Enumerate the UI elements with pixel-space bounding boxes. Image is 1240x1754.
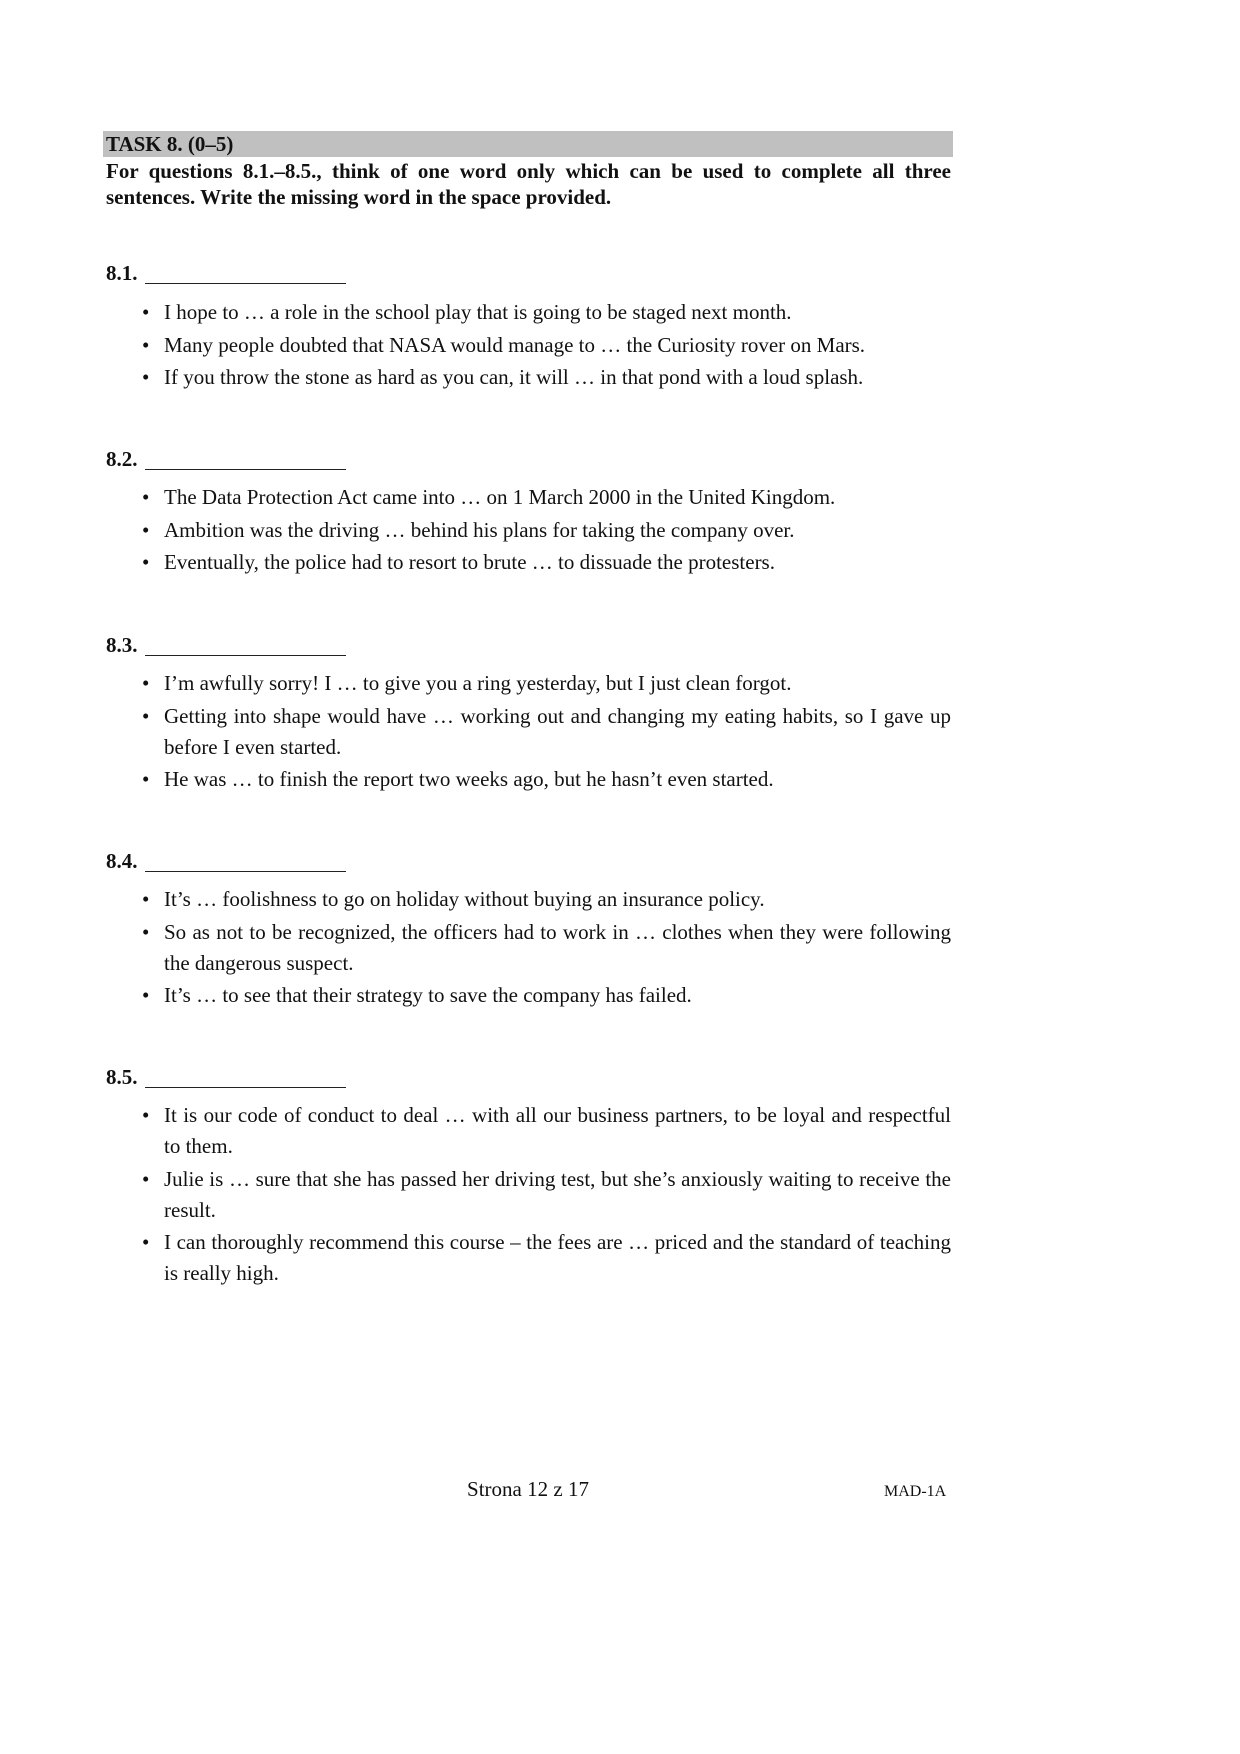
sentence-text: I hope to … a role in the school play that is going to be staged next month. — [164, 300, 792, 324]
answer-blank-8-2[interactable] — [145, 469, 346, 470]
bullet-icon: • — [142, 550, 150, 574]
sentence-text: If you throw the stone as hard as you can, it will … in that pond with a loud splash. — [164, 365, 864, 389]
answer-blank-8-1[interactable] — [145, 283, 346, 284]
task-instruction: For questions 8.1.–8.5., think of one word only which can be used to complete all three sentences. Write the missing word in the space provided. — [106, 159, 951, 209]
bullet-icon: • — [142, 1166, 150, 1191]
bullet-icon: • — [142, 332, 150, 357]
bullet-icon: • — [142, 983, 150, 1007]
bullet-icon: • — [142, 365, 150, 389]
bullet-icon: • — [142, 671, 150, 695]
sentence-list-8-1 — [142, 297, 951, 395]
sentence-text: The Data Protection Act came into … on 1 March 2000 in the United Kingdom. — [164, 485, 836, 509]
bullet-icon: • — [142, 1103, 150, 1127]
question-number: 8.4. — [106, 849, 138, 873]
question-number: 8.5. — [106, 1065, 138, 1089]
sentence-text: He was … to finish the report two weeks ago, but he hasn’t even started. — [164, 767, 774, 791]
sentence-text: Getting into shape would have … working out and changing my eating habits, so I gave up before I even started. — [164, 703, 951, 759]
sentence-text: It’s … to see that their strategy to save the company has failed. — [164, 983, 692, 1007]
task-title: TASK 8. (0–5) — [106, 132, 234, 156]
sentence-item — [142, 884, 951, 915]
sentence-list-8-5 — [142, 1100, 951, 1291]
bullet-icon: • — [142, 703, 150, 728]
page-number: Strona 12 z 17 — [467, 1477, 589, 1501]
sentence-item — [142, 547, 951, 578]
sentence-item — [142, 1164, 951, 1226]
sentence-item — [142, 1227, 951, 1289]
bullet-icon: • — [142, 1230, 150, 1254]
question-number: 8.2. — [106, 447, 138, 471]
sentence-item — [142, 482, 951, 513]
bullet-icon: • — [142, 300, 150, 324]
sentence-item — [142, 515, 951, 546]
sentence-text: Eventually, the police had to resort to brute … to dissuade the protesters. — [164, 550, 775, 574]
sentence-item — [142, 1100, 951, 1162]
sentence-list-8-2 — [142, 482, 951, 580]
answer-blank-8-3[interactable] — [145, 655, 346, 656]
question-number: 8.3. — [106, 633, 138, 657]
task-header-bar — [103, 131, 953, 157]
sentence-item — [142, 980, 951, 1011]
sentence-list-8-4 — [142, 884, 951, 1013]
sentence-item — [142, 297, 951, 328]
sentence-text: Ambition was the driving … behind his plans for taking the company over. — [164, 517, 795, 542]
sentence-item — [142, 362, 951, 393]
sentence-list-8-3 — [142, 668, 951, 797]
bullet-icon: • — [142, 485, 150, 509]
bullet-icon: • — [142, 767, 150, 791]
sentence-text: I’m awfully sorry! I … to give you a ring yesterday, but I just clean forgot. — [164, 671, 792, 695]
sentence-text: Many people doubted that NASA would manage to … the Curiosity rover on Mars. — [164, 332, 866, 357]
bullet-icon: • — [142, 517, 150, 542]
sentence-item — [142, 701, 951, 763]
sentence-text: It’s … foolishness to go on holiday without buying an insurance policy. — [164, 887, 765, 911]
sentence-item — [142, 330, 951, 361]
sentence-item — [142, 668, 951, 699]
sentence-text: It is our code of conduct to deal … with all our business partners, to be loyal and respectful to them. — [164, 1103, 951, 1158]
bullet-icon: • — [142, 887, 150, 911]
bullet-icon: • — [142, 919, 150, 944]
answer-blank-8-4[interactable] — [145, 871, 346, 872]
sentence-text: I can thoroughly recommend this course – the fees are … priced and the standard of teaching is really high. — [164, 1230, 951, 1285]
sentence-item — [142, 917, 951, 979]
sentence-item — [142, 764, 951, 795]
question-number: 8.1. — [106, 261, 138, 285]
answer-blank-8-5[interactable] — [145, 1087, 346, 1088]
exam-code: MAD-1A — [884, 1483, 947, 1500]
sentence-text: So as not to be recognized, the officers had to work in … clothes when they were following the dangerous suspect. — [164, 919, 951, 975]
sentence-text: Julie is … sure that she has passed her driving test, but she’s anxiously waiting to receive the result. — [164, 1166, 951, 1222]
